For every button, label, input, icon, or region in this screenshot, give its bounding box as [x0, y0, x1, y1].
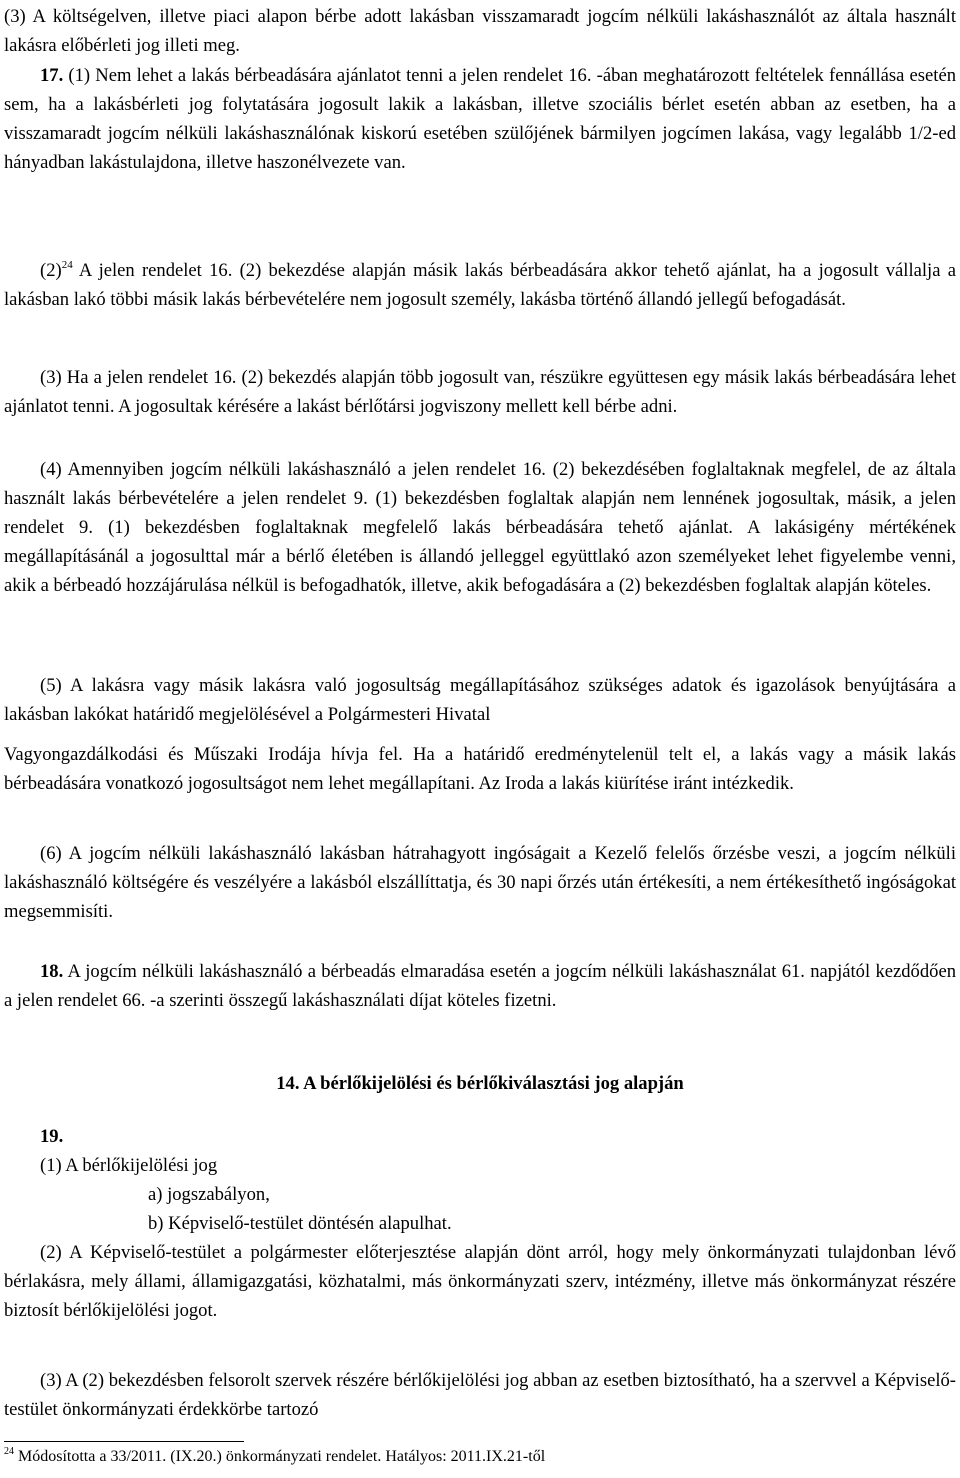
section-number: 18.: [40, 961, 64, 982]
section-17-4: (4) Amennyiben jogcím nélküli lakáshasználó a jelen rendelet 16. (2) bekezdésében foglaltaknak megfelel, de az általa használt lakás bérbevételére a jelen rendelet 9. (1) bekezdésben foglaltak alapján nem lennének jogosultak, másik, a jelen rendelet 9. (1) bekezdésben foglaltaknak megfelelő lakás bérbeadására tehető ajánlat. A lakásigény mértékének megállapításánál a jogosulttal már a bérlő életében is állandó jelleggel együttlakó azon személyeket lehet figyelembe venni, akik a bérbeadó hozzájárulása nélkül is befogadhatók, illetve, akik befogadására a (2) bekezdésben foglaltak alapján köteles.: [4, 459, 956, 596]
section-19-3: (3) A (2) bekezdésben felsorolt szervek részére bérlőkijelölési jog abban az esetben biztosítható, ha a szervvel a Képviselő-testület önkormányzati érdekkörbe tartozó: [4, 1370, 956, 1420]
section-17-2: [4, 256, 956, 314]
section-19-1: (1) A bérlőkijelölési jog: [40, 1155, 218, 1176]
list-item-a: a) jogszabályon,: [148, 1184, 270, 1205]
section-18: [4, 957, 956, 1015]
footnote-divider: [4, 1441, 244, 1442]
chapter-heading-14: 14. A bérlőkijelölési és bérlőkiválasztási jog alapján: [276, 1073, 684, 1094]
section-17-1: [4, 61, 956, 177]
footnote-ref: 24: [61, 259, 73, 271]
section-17-3: (3) Ha a jelen rendelet 16. (2) bekezdés alapján több jogosult van, részükre együttesen egy másik lakás bérbeadására lehet ajánlatot tenni. A jogosultak kérésére a lakást bérlőtársi jogviszony mellett kell bérbe adni.: [4, 367, 956, 417]
footnote: [4, 1447, 545, 1467]
paragraph-prefix: (2): [40, 260, 62, 281]
footnote-text: Módosította a 33/2011. (IX.20.) önkormányzati rendelet. Hatályos: 2011.IX.21-től: [14, 1448, 546, 1465]
section-number: 17.: [40, 65, 64, 86]
section-text: A jogcím nélküli lakáshasználó a bérbeadás elmaradása esetén a jogcím nélküli lakáshasználat 61. napjától kezdődően a jelen rendelet 66. -a szerinti összegű lakáshasználati díjat köteles fizetni.: [4, 961, 956, 1011]
section-text: (1) Nem lehet a lakás bérbeadására ajánlatot tenni a jelen rendelet 16. -ában meghatározott feltételek fennállása esetén sem, ha a lakásbérleti jog folytatására jogosult lakik a lakásban, illetve szociális bérlet esetén abban az esetben, ha a visszamaradt jogcím nélküli lakáshasználónak kiskorú esetében szülőjének bármilyen jogcímen lakása, vagy legalább 1/2-ed hányadban lakástulajdona, illetve haszonélvezete van.: [4, 65, 956, 173]
section-17-5-part1: (5) A lakásra vagy másik lakásra való jogosultság megállapításához szükséges adatok és igazolások benyújtására a lakásban lakókat határidő megjelölésével a Polgármesteri Hivatal: [4, 675, 956, 725]
footnote-number: 24: [4, 1446, 14, 1457]
list-item-b: b) Képviselő-testület döntésén alapulhat.: [148, 1213, 452, 1234]
paragraph-16-3: (3) A költségelven, illetve piaci alapon bérbe adott lakásban visszamaradt jogcím nélküli lakáshasználót az általa használt lakásra előbérleti jog illeti meg.: [4, 6, 956, 56]
section-17-5-part2: Vagyongazdálkodási és Műszaki Irodája hívja fel. Ha a határidő eredménytelenül telt el, a lakás vagy a másik lakás bérbeadására vonatkozó jogosultságot nem lehet megállapítani. Az Iroda a lakás kiürítése iránt intézkedik.: [4, 744, 956, 794]
section-17-6: (6) A jogcím nélküli lakáshasználó lakásban hátrahagyott ingóságait a Kezelő felelős őrzésbe veszi, a jogcím nélküli lakáshasználó költségére és veszélyére a lakásból elszállíttatja, és 30 napi őrzés után értékesíti, a nem értékesíthető ingóságokat megsemmisíti.: [4, 843, 956, 922]
section-number-19: 19.: [40, 1126, 64, 1147]
section-19-2: (2) A Képviselő-testület a polgármester előterjesztése alapján dönt arról, hogy mely önkormányzati tulajdonban lévő bérlakásra, mely állami, államigazgatási, közhatalmi, más önkormányzati szerv, intézmény, illetve más önkormányzat részére biztosít bérlőkijelölési jogot.: [4, 1242, 956, 1321]
paragraph-text: A jelen rendelet 16. (2) bekezdése alapján másik lakás bérbeadására akkor tehető ajánlat, ha a jogosult vállalja a lakásban lakó többi másik lakás bérbevételére nem jogosult személy, lakásba történő állandó jellegű befogadását.: [4, 260, 956, 310]
